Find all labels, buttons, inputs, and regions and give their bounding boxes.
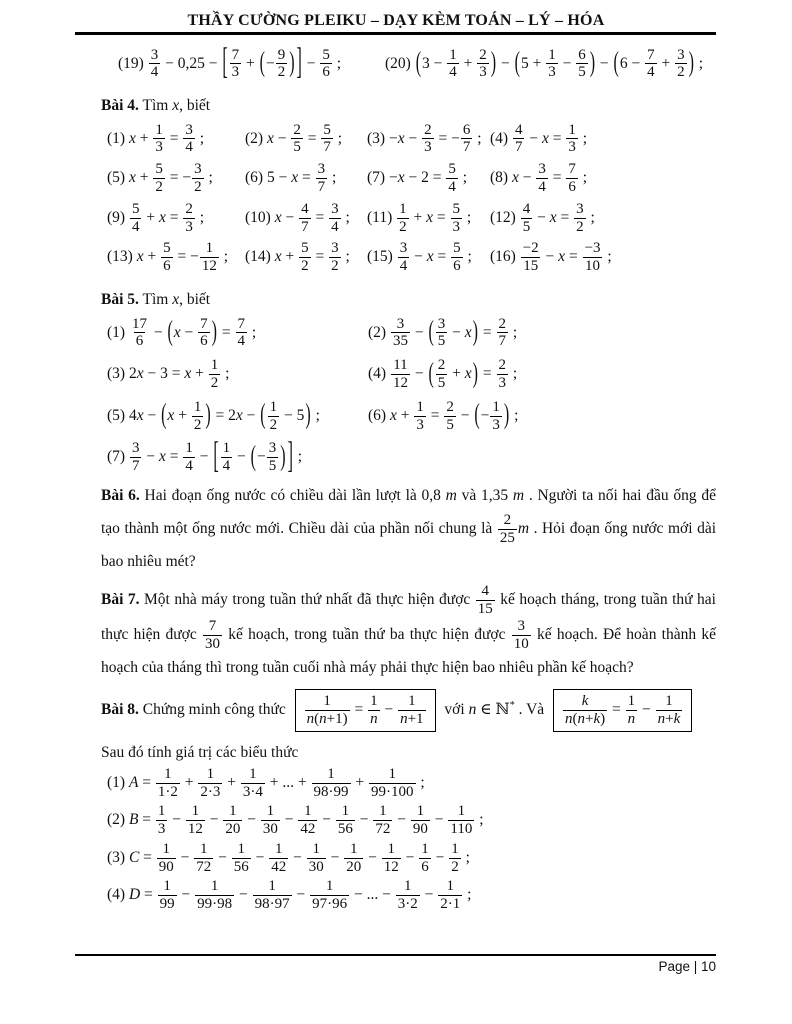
- expression-B: (2) B = $\frac{1}{3}$ − $\frac{1}{12}$ − $\frac{1}{20}$ − $\frac{1}{30}$ − $\frac{1}{42}$ − $\frac{1}{56}$ − $\frac{1}{72}$ − $\frac{1}{90}$ − $\frac{1}{110}$ ;: [107, 803, 484, 838]
- bai6-paragraph: Bài 6. Hai đoạn ống nước có chiều dài lần lượt là 0,8 m và 1,35 m . Người ta nối hai đầu ống để tạo thành một ống nước mới. Chiều dài của phần nối chung là $\frac{2}{25}$ m . Hỏi đoạn ống nước mới dài bao nhiêu mét?: [101, 487, 716, 571]
- bai5-equation-7: (7) $\frac{3}{7}$ − x = $\frac{1}{4}$ − [ $\frac{1}{4}$ − (− $\frac{3}{5}$ ) ] ;: [107, 437, 303, 477]
- bai5-equation-4: (4) $\frac{11}{12}$ − ( $\frac{2}{5}$ + x) = $\frac{2}{3}$ ;: [368, 357, 518, 392]
- bai5-equation-1: (1) $\frac{17}{6}$ − (x − $\frac{7}{6}$ ) = $\frac{7}{4}$ ;: [107, 315, 257, 350]
- sau-do-text: Sau đó tính giá trị các biểu thức: [101, 743, 299, 761]
- page-title: THẦY CƯỜNG PLEIKU – DẠY KÈM TOÁN – LÝ – HÓA: [187, 12, 605, 29]
- bai8-lead-text: Bài 8. Chứng minh công thức: [101, 700, 290, 718]
- bai5-equation-2: (2) $\frac{3}{35}$ − ( $\frac{3}{5}$ − x) = $\frac{2}{7}$ ;: [368, 315, 518, 350]
- bai4-heading: Bài 4. Tìm x, biết: [101, 97, 211, 115]
- bai5-equation-3: (3) 2x − 3 = x + $\frac{1}{2}$ ;: [107, 357, 230, 392]
- equation-19: (19) $\frac{3}{4}$ − 0,25 − [ $\frac{7}{3}$ + (− $\frac{9}{2}$ ) ] − $\frac{5}{6}$ ;: [118, 43, 342, 83]
- bai8-line: [101, 689, 716, 732]
- bai4-equation-15: (15) $\frac{3}{4}$ − x = $\frac{5}{6}$ ;: [367, 240, 472, 275]
- page-header: [0, 0, 792, 35]
- bai4-equation-1: (1) x + $\frac{1}{3}$ = $\frac{3}{4}$ ;: [107, 121, 205, 156]
- footer-rule: [75, 954, 716, 956]
- bai4-equation-13: (13) x + $\frac{5}{6}$ = − $\frac{1}{12}$ ;: [107, 240, 229, 275]
- bai4-equation-12: (12) $\frac{4}{5}$ − x = $\frac{3}{2}$ ;: [490, 200, 595, 235]
- bai4-equation-11: (11) $\frac{1}{2}$ + x = $\frac{5}{3}$ ;: [367, 200, 472, 235]
- bai4-equation-4: (4) $\frac{4}{7}$ − x = $\frac{1}{3}$ ;: [490, 121, 588, 156]
- bai4-equation-8: (8) x − $\frac{3}{4}$ = $\frac{7}{6}$ ;: [490, 161, 588, 196]
- bai8-mid-text: với n ∈ ℕ* . Và: [440, 699, 549, 718]
- bai4-equation-3: (3) −x − $\frac{2}{3}$ = − $\frac{6}{7}$ ;: [367, 121, 482, 156]
- bai4-problem-grid: [101, 122, 716, 275]
- bai8-formula-box-2: $\frac{k}{n(n+k)}$ = $\frac{1}{n}$ − $\frac{1}{n+k}$: [553, 689, 692, 732]
- bai4-equation-7: (7) −x − 2 = $\frac{5}{4}$ ;: [367, 161, 468, 196]
- bai4-equation-14: (14) x + $\frac{5}{2}$ = $\frac{3}{2}$ ;: [245, 240, 350, 275]
- page-footer: [0, 954, 792, 974]
- bai4-equation-6: (6) 5 − x = $\frac{3}{7}$ ;: [245, 161, 337, 196]
- bai5-heading: Bài 5. Tìm x, biết: [101, 291, 211, 309]
- equation-20: (20) (3 − $\frac{1}{4}$ + $\frac{2}{3}$ ) − (5 + $\frac{1}{3}$ − $\frac{6}{5}$ ) − (6 − $\frac{7}{4}$ + $\frac{3}{2}$ ) ;: [385, 46, 704, 81]
- bai4-equation-10: (10) x − $\frac{4}{7}$ = $\frac{3}{4}$ ;: [245, 200, 350, 235]
- bai4-equation-2: (2) x − $\frac{2}{5}$ = $\frac{5}{7}$ ;: [245, 121, 343, 156]
- bai5-equation-5: (5) 4x − (x + $\frac{1}{2}$ ) = 2x − ( $\frac{1}{2}$ − 5) ;: [107, 398, 320, 433]
- bai4-equation-9: (9) $\frac{5}{4}$ + x = $\frac{2}{3}$ ;: [107, 200, 205, 235]
- page-content: [0, 43, 792, 914]
- expression-list: [101, 766, 716, 913]
- bai5-problem-grid: [101, 316, 716, 475]
- expression-D: (4) D = $\frac{1}{99}$ − $\frac{1}{99\cdot 98}$ − $\frac{1}{98\cdot 97}$ − $\frac{1}{97\cdot 96}$ − ... − $\frac{1}{3\cdot 2}$ − $\frac{1}{2\cdot 1}$ ;: [107, 878, 472, 913]
- bai4-equation-16: (16) $\frac{-2}{15}$ − x = $\frac{-3}{10}$ ;: [490, 240, 612, 275]
- bai5-equation-6: (6) x + $\frac{1}{3}$ = $\frac{2}{5}$ − (− $\frac{1}{3}$ ) ;: [368, 398, 519, 433]
- bai8-formula-box-1: $\frac{1}{n(n+1)}$ = $\frac{1}{n}$ − $\frac{1}{n+1}$: [295, 689, 436, 732]
- expression-C: (3) C = $\frac{1}{90}$ − $\frac{1}{72}$ − $\frac{1}{56}$ − $\frac{1}{42}$ − $\frac{1}{30}$ − $\frac{1}{20}$ − $\frac{1}{12}$ − $\frac{1}{6}$ − $\frac{1}{2}$ ;: [107, 840, 470, 875]
- bai7-paragraph: Bài 7. Một nhà máy trong tuần thứ nhất đã thực hiện được $\frac{4}{15}$ kế hoạch tháng, trong tuần thứ hai thực hiện được $\frac{7}{30}$ kế hoạch, trong tuần thứ ba thực hiện được $\frac{3}{10}$ kế hoạch. Để hoàn thành kế hoạch của tháng thì trong tuần cuối nhà máy phải thực hiện bao nhiêu phần kế hoạch?: [101, 583, 716, 677]
- header-rule: [75, 32, 716, 35]
- expression-A: (1) A = $\frac{1}{1\cdot 2}$ + $\frac{1}{2\cdot 3}$ + $\frac{1}{3\cdot 4}$ + ... + $\frac{1}{98\cdot 99}$ + $\frac{1}{99\cdot 100}$ ;: [107, 765, 425, 800]
- bai4-equation-5: (5) x + $\frac{5}{2}$ = − $\frac{3}{2}$ ;: [107, 161, 213, 196]
- page-number: Page | 10: [658, 959, 716, 974]
- intro-problem-row: [101, 43, 716, 83]
